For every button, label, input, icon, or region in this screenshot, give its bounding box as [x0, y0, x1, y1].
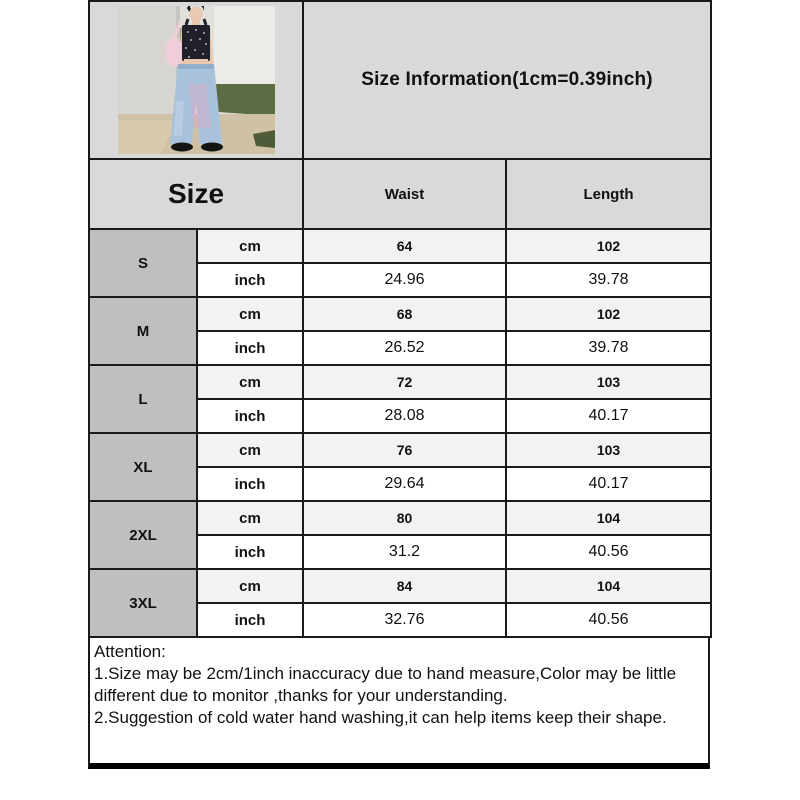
size-label: 2XL [89, 501, 197, 569]
table-row [89, 433, 711, 467]
unit-label-inch: inch [197, 399, 303, 433]
unit-label-cm: cm [197, 365, 303, 399]
unit-label-inch: inch [197, 535, 303, 569]
length-cm-value: 103 [506, 365, 711, 399]
unit-label-cm: cm [197, 297, 303, 331]
unit-label-inch: inch [197, 331, 303, 365]
length-inch-value: 39.78 [506, 263, 711, 297]
waist-cm-value: 80 [303, 501, 506, 535]
product-photo-cell [89, 1, 303, 159]
waist-inch-value: 26.52 [303, 331, 506, 365]
table-row [89, 229, 711, 263]
length-inch-value: 40.17 [506, 399, 711, 433]
waist-cm-value: 72 [303, 365, 506, 399]
size-label: S [89, 229, 197, 297]
length-cm-value: 104 [506, 569, 711, 603]
size-label: 3XL [89, 569, 197, 637]
size-chart-table [88, 0, 712, 638]
product-photo-illustration [118, 6, 275, 154]
waist-column-header: Waist [303, 159, 506, 229]
size-information-title: Size Information(1cm=0.39inch) [303, 1, 711, 159]
size-label: L [89, 365, 197, 433]
attention-heading: Attention: [94, 642, 166, 661]
attention-line-1: 1.Size may be 2cm/1inch inaccuracy due to hand measure,Color may be little different due to monitor ,thanks for your understanding. [94, 664, 677, 705]
table-header-row [89, 159, 711, 229]
product-photo [118, 6, 275, 154]
attention-note [88, 638, 710, 769]
table-row [89, 569, 711, 603]
attention-line-2: 2.Suggestion of cold water hand washing,it can help items keep their shape. [94, 708, 667, 727]
length-column-header: Length [506, 159, 711, 229]
waist-inch-value: 31.2 [303, 535, 506, 569]
waist-inch-value: 29.64 [303, 467, 506, 501]
waist-cm-value: 64 [303, 229, 506, 263]
size-chart-sheet [88, 0, 710, 769]
product-photo-frame [90, 2, 302, 158]
table-row [89, 501, 711, 535]
length-inch-value: 40.56 [506, 603, 711, 637]
table-row [89, 365, 711, 399]
unit-label-cm: cm [197, 501, 303, 535]
length-inch-value: 40.56 [506, 535, 711, 569]
size-column-header: Size [89, 159, 303, 229]
unit-label-cm: cm [197, 229, 303, 263]
length-cm-value: 103 [506, 433, 711, 467]
table-row [89, 297, 711, 331]
unit-label-cm: cm [197, 433, 303, 467]
waist-cm-value: 68 [303, 297, 506, 331]
waist-inch-value: 32.76 [303, 603, 506, 637]
length-cm-value: 104 [506, 501, 711, 535]
length-cm-value: 102 [506, 229, 711, 263]
length-cm-value: 102 [506, 297, 711, 331]
unit-label-cm: cm [197, 569, 303, 603]
size-label: XL [89, 433, 197, 501]
waist-inch-value: 24.96 [303, 263, 506, 297]
unit-label-inch: inch [197, 263, 303, 297]
waist-inch-value: 28.08 [303, 399, 506, 433]
waist-cm-value: 84 [303, 569, 506, 603]
size-label: M [89, 297, 197, 365]
waist-cm-value: 76 [303, 433, 506, 467]
length-inch-value: 39.78 [506, 331, 711, 365]
length-inch-value: 40.17 [506, 467, 711, 501]
unit-label-inch: inch [197, 603, 303, 637]
table-row [89, 1, 711, 159]
unit-label-inch: inch [197, 467, 303, 501]
